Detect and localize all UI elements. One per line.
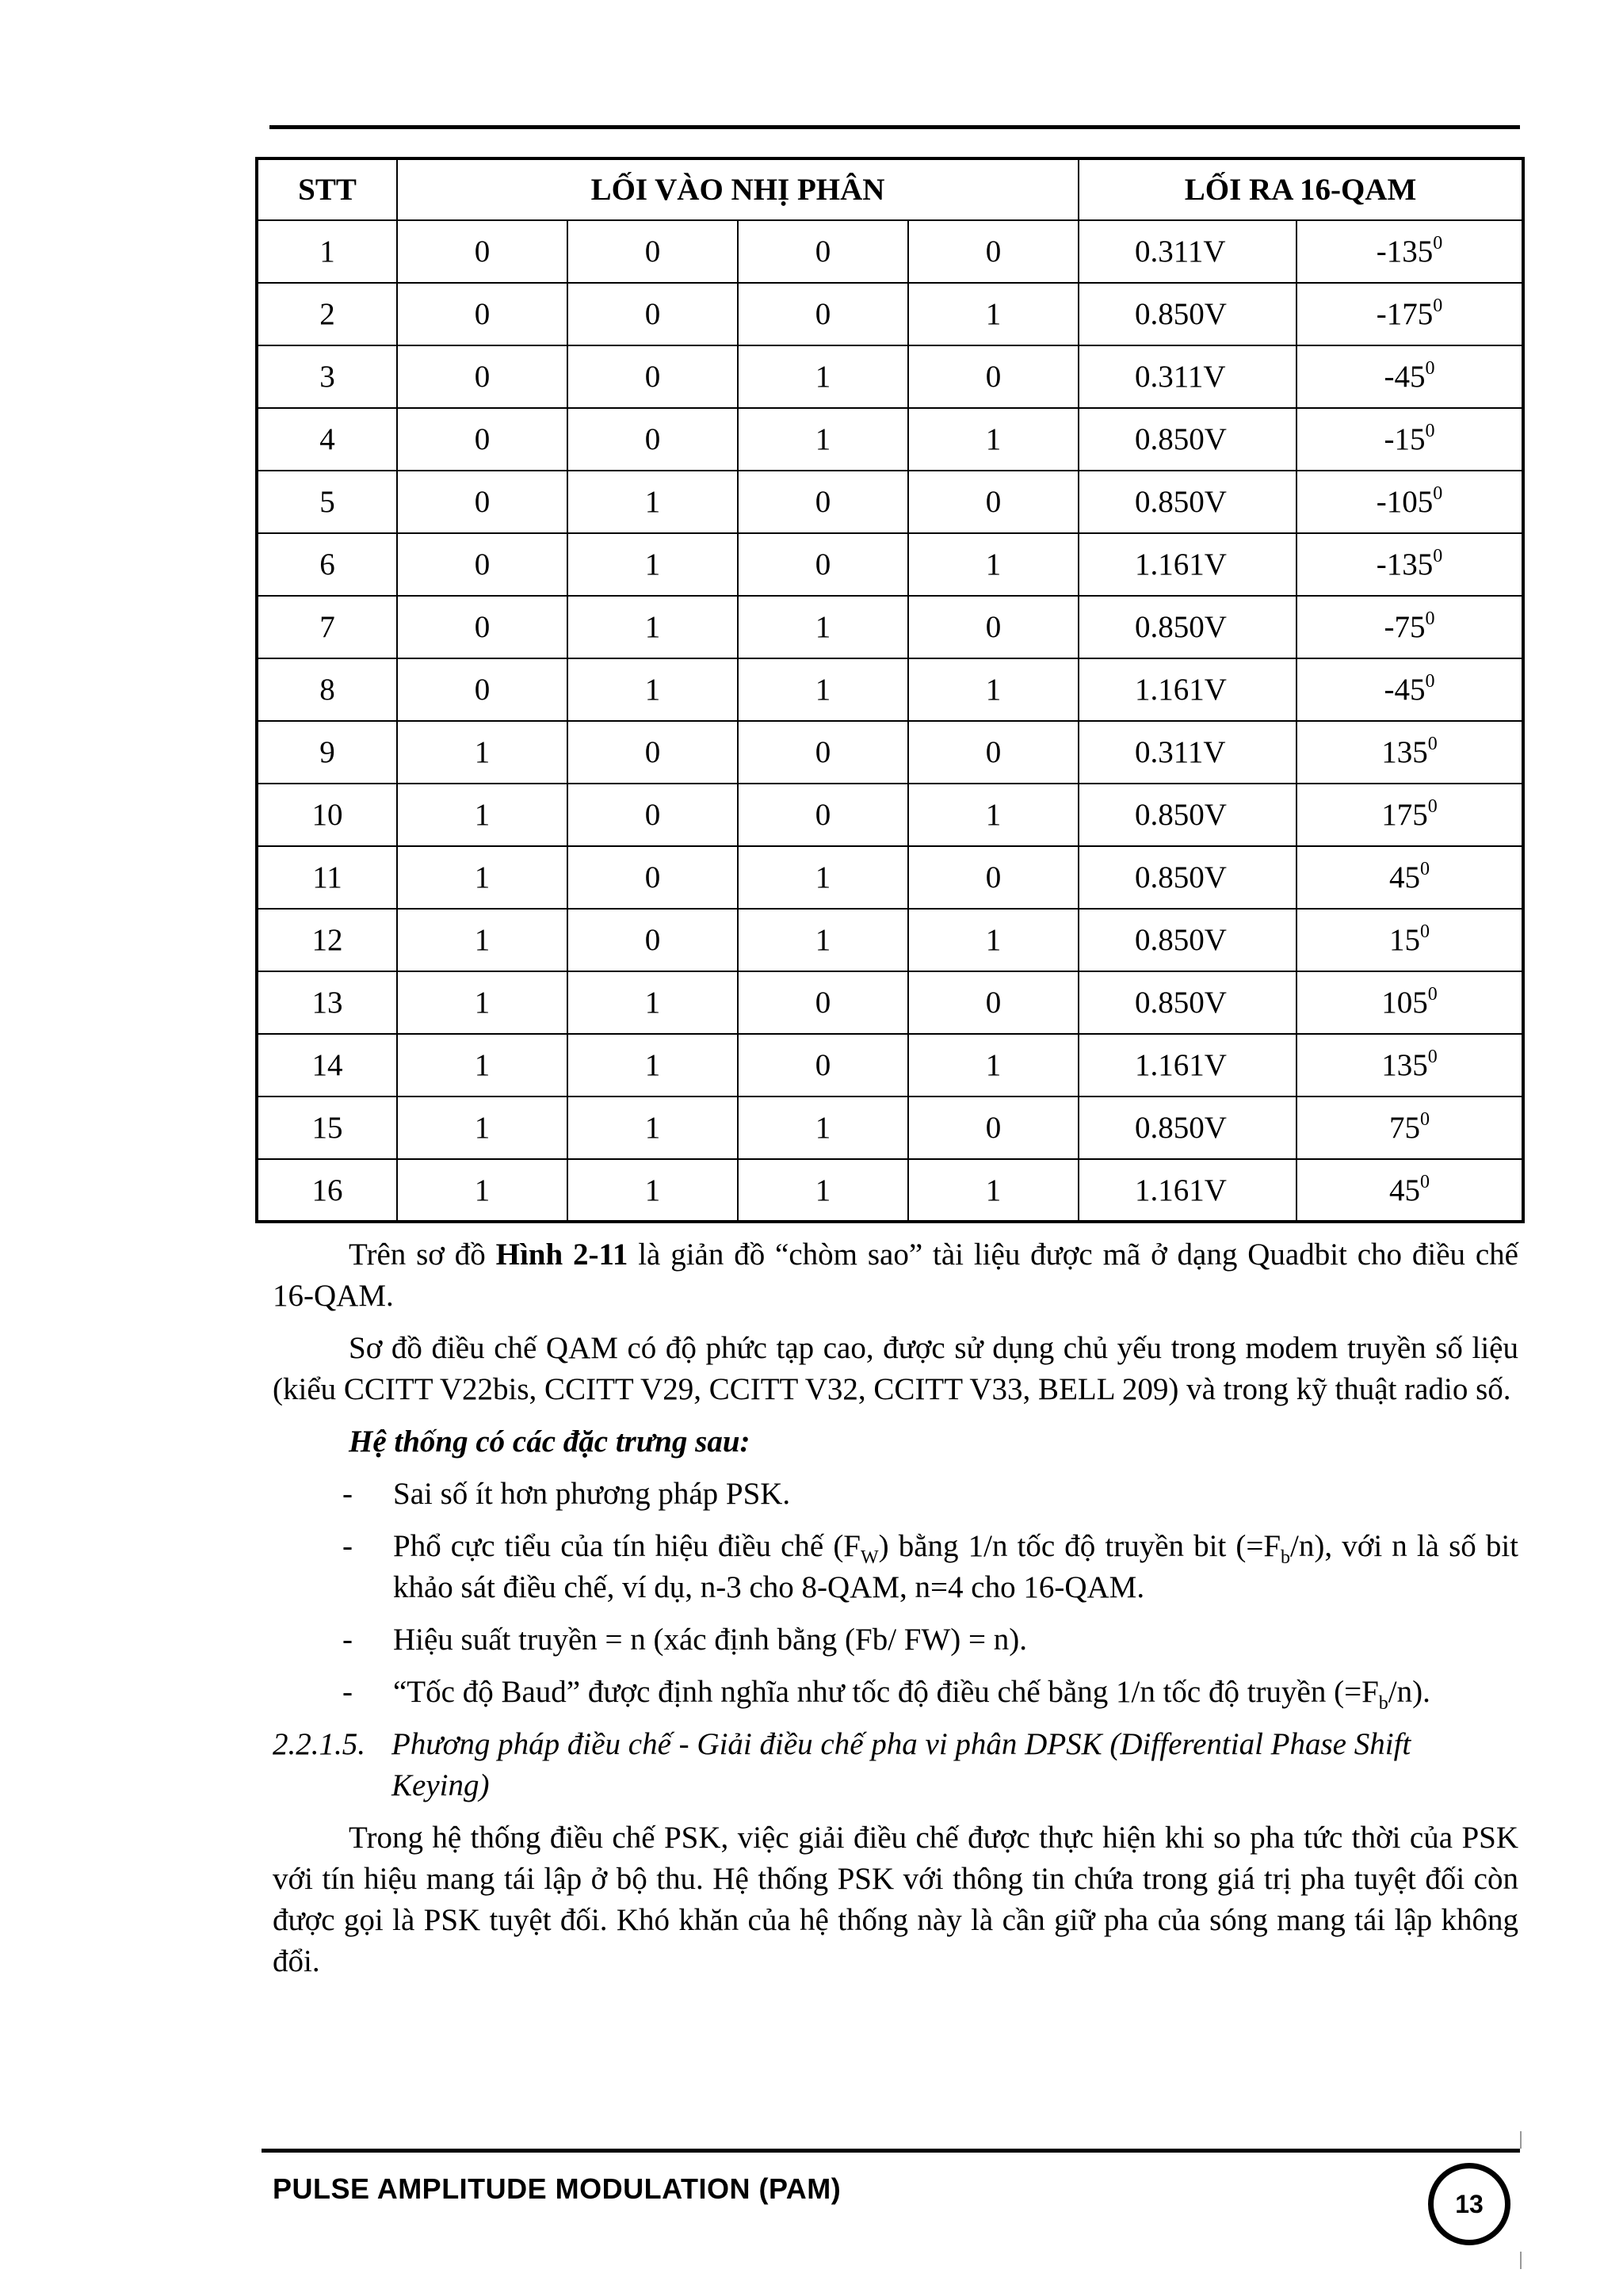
amplitude-cell: 1.161V <box>1079 658 1296 721</box>
bit-cell: 1 <box>738 345 908 408</box>
table-row <box>257 846 1523 909</box>
stt-cell: 11 <box>257 846 397 909</box>
phase-cell: $-135^0$ <box>1296 220 1523 283</box>
phase-cell: $45^0$ <box>1296 1159 1523 1222</box>
bit-cell: 0 <box>567 283 738 345</box>
bit-cell: 0 <box>908 596 1079 658</box>
list-item: - Phổ cực tiểu của tín hiệu điều chế $(F_W)$ bằng 1/n tốc độ truyền bit $(=F_b/n)$, với n là số bit khảo sát điều chế, ví dụ, n-3 cho 8-QAM, n=4 cho 16-QAM. <box>342 1529 1519 1604</box>
bit-cell: 1 <box>908 533 1079 596</box>
header-rule <box>269 125 1520 129</box>
phase-cell: $-45^0$ <box>1296 345 1523 408</box>
bit-cell: 1 <box>738 1159 908 1222</box>
bit-cell: 0 <box>908 721 1079 784</box>
bit-cell: 0 <box>738 220 908 283</box>
bit-cell: 1 <box>397 846 567 909</box>
list-item: - Hiệu suất truyền = n (xác định bằng (Fb/ FW) = n). <box>342 1623 1027 1657</box>
amplitude-cell: 0.311V <box>1079 721 1296 784</box>
amplitude-cell: 0.311V <box>1079 220 1296 283</box>
stt-cell: 15 <box>257 1097 397 1159</box>
paragraph-qam-usage: Sơ đồ điều chế QAM có độ phức tạp cao, được sử dụng chủ yếu trong modem truyền số liệu (kiểu CCITT V22bis, CCITT V29, CCITT V32, CCITT V33, BELL 209) và trong kỹ thuật radio số. <box>273 1331 1518 1406</box>
table-row <box>257 909 1523 971</box>
stt-cell: 8 <box>257 658 397 721</box>
bit-cell: 0 <box>908 345 1079 408</box>
bit-cell: 1 <box>397 1097 567 1159</box>
body-text <box>273 1234 1518 1993</box>
amplitude-cell: 0.850V <box>1079 971 1296 1034</box>
phase-cell: $-45^0$ <box>1296 658 1523 721</box>
section-title: 2.2.1.5. Phương pháp điều chế - Giải điều chế pha vi phân DPSK (Differential Phase Shift Keying) <box>273 1724 1518 1806</box>
bit-cell: 0 <box>397 408 567 471</box>
bit-cell: 1 <box>738 909 908 971</box>
table-row <box>257 220 1523 283</box>
bit-cell: 0 <box>397 283 567 345</box>
phase-cell: $-105^0$ <box>1296 471 1523 533</box>
list-item: - “Tốc độ Baud” được định nghĩa như tốc độ điều chế bằng 1/n tốc độ truyền $(=F_b/n)$. <box>342 1675 1430 1714</box>
bit-cell: 0 <box>738 971 908 1034</box>
bit-cell: 0 <box>397 471 567 533</box>
figure-ref: Hình 2-11 <box>495 1238 628 1272</box>
table-body <box>257 220 1523 1222</box>
bit-cell: 1 <box>908 784 1079 846</box>
stt-cell: 13 <box>257 971 397 1034</box>
header-binary-input: LỐI VÀO NHỊ PHÂN <box>397 158 1079 220</box>
stt-cell: 2 <box>257 283 397 345</box>
phase-cell: $-15^0$ <box>1296 408 1523 471</box>
stt-cell: 4 <box>257 408 397 471</box>
margin-tick <box>1520 2131 1522 2149</box>
bit-cell: 1 <box>397 1159 567 1222</box>
bit-cell: 0 <box>738 283 908 345</box>
amplitude-cell: 0.850V <box>1079 596 1296 658</box>
stt-cell: 7 <box>257 596 397 658</box>
phase-cell: $105^0$ <box>1296 971 1523 1034</box>
header-stt: STT <box>257 158 397 220</box>
header-qam-output: LỐI RA 16-QAM <box>1079 158 1523 220</box>
bit-cell: 1 <box>567 533 738 596</box>
bit-cell: 1 <box>908 408 1079 471</box>
amplitude-cell: 0.850V <box>1079 471 1296 533</box>
bit-cell: 0 <box>567 220 738 283</box>
stt-cell: 6 <box>257 533 397 596</box>
bit-cell: 0 <box>908 846 1079 909</box>
bit-cell: 0 <box>738 471 908 533</box>
page-number: 13 <box>1428 2163 1510 2245</box>
table-row <box>257 533 1523 596</box>
table-row <box>257 1159 1523 1222</box>
table-row <box>257 408 1523 471</box>
phase-cell: $175^0$ <box>1296 784 1523 846</box>
table-row <box>257 784 1523 846</box>
paragraph-psk: Trong hệ thống điều chế PSK, việc giải điều chế được thực hiện khi so pha tức thời của PSK với tín hiệu mang tái lập ở bộ thu. Hệ thống PSK với thông tin chứa trong giá trị pha tuyệt đối còn được gọi là PSK tuyệt đối. Khó khăn của hệ thống này là cần giữ pha của sóng mang tái lập không đổi. <box>273 1821 1518 1978</box>
bit-cell: 1 <box>567 1034 738 1097</box>
stt-cell: 12 <box>257 909 397 971</box>
bit-cell: 0 <box>908 1097 1079 1159</box>
bit-cell: 1 <box>908 909 1079 971</box>
phase-cell: $-135^0$ <box>1296 533 1523 596</box>
bit-cell: 1 <box>908 1159 1079 1222</box>
bit-cell: 1 <box>397 784 567 846</box>
table-row <box>257 596 1523 658</box>
bit-cell: 0 <box>908 471 1079 533</box>
bit-cell: 1 <box>567 1097 738 1159</box>
amplitude-cell: 1.161V <box>1079 1034 1296 1097</box>
phase-cell: $15^0$ <box>1296 909 1523 971</box>
bit-cell: 1 <box>567 658 738 721</box>
bit-cell: 1 <box>908 1034 1079 1097</box>
paragraph-constellation: Trên sơ đồ Hình 2-11 là giản đồ “chòm sao” tài liệu được mã ở dạng Quadbit cho điều chế 16-QAM. <box>273 1238 1518 1313</box>
table-row <box>257 658 1523 721</box>
features-heading: Hệ thống có các đặc trưng sau: <box>349 1425 750 1459</box>
bit-cell: 0 <box>908 220 1079 283</box>
bit-cell: 0 <box>908 971 1079 1034</box>
bit-cell: 1 <box>908 283 1079 345</box>
bit-cell: 0 <box>738 721 908 784</box>
bit-cell: 1 <box>738 1097 908 1159</box>
bit-cell: 0 <box>397 533 567 596</box>
bit-cell: 0 <box>567 721 738 784</box>
phase-cell: $75^0$ <box>1296 1097 1523 1159</box>
margin-tick <box>1520 2252 1522 2269</box>
bit-cell: 1 <box>738 846 908 909</box>
stt-cell: 5 <box>257 471 397 533</box>
amplitude-cell: 0.850V <box>1079 408 1296 471</box>
table-header-row <box>257 158 1523 220</box>
table-row <box>257 721 1523 784</box>
amplitude-cell: 1.161V <box>1079 533 1296 596</box>
bit-cell: 1 <box>567 1159 738 1222</box>
bit-cell: 0 <box>567 909 738 971</box>
amplitude-cell: 0.850V <box>1079 846 1296 909</box>
amplitude-cell: 0.311V <box>1079 345 1296 408</box>
bit-cell: 1 <box>397 971 567 1034</box>
bit-cell: 1 <box>567 596 738 658</box>
features-list <box>273 1474 1518 1713</box>
stt-cell: 9 <box>257 721 397 784</box>
table-row <box>257 1097 1523 1159</box>
bit-cell: 0 <box>738 533 908 596</box>
phase-cell: $-175^0$ <box>1296 283 1523 345</box>
bit-cell: 0 <box>567 345 738 408</box>
stt-cell: 10 <box>257 784 397 846</box>
bit-cell: 1 <box>397 721 567 784</box>
phase-cell: $135^0$ <box>1296 721 1523 784</box>
stt-cell: 3 <box>257 345 397 408</box>
bit-cell: 1 <box>397 1034 567 1097</box>
bit-cell: 0 <box>567 408 738 471</box>
amplitude-cell: 1.161V <box>1079 1159 1296 1222</box>
bit-cell: 1 <box>738 596 908 658</box>
bit-cell: 0 <box>397 220 567 283</box>
bit-cell: 1 <box>567 971 738 1034</box>
footer-rule <box>262 2149 1520 2153</box>
bit-cell: 0 <box>738 784 908 846</box>
stt-cell: 1 <box>257 220 397 283</box>
qam-table <box>255 157 1525 1223</box>
bit-cell: 1 <box>567 471 738 533</box>
bit-cell: 1 <box>908 658 1079 721</box>
bit-cell: 0 <box>738 1034 908 1097</box>
table-row <box>257 1034 1523 1097</box>
footer-title: PULSE AMPLITUDE MODULATION (PAM) <box>273 2172 842 2205</box>
phase-cell: $45^0$ <box>1296 846 1523 909</box>
bit-cell: 0 <box>397 345 567 408</box>
bit-cell: 1 <box>738 408 908 471</box>
amplitude-cell: 0.850V <box>1079 283 1296 345</box>
list-item: - Sai số ít hơn phương pháp PSK. <box>342 1477 791 1511</box>
amplitude-cell: 0.850V <box>1079 784 1296 846</box>
bit-cell: 0 <box>567 846 738 909</box>
bit-cell: 1 <box>738 658 908 721</box>
table-row <box>257 283 1523 345</box>
bit-cell: 1 <box>397 909 567 971</box>
bit-cell: 0 <box>397 596 567 658</box>
stt-cell: 14 <box>257 1034 397 1097</box>
amplitude-cell: 0.850V <box>1079 1097 1296 1159</box>
section-number: 2.2.1.5. <box>273 1727 365 1761</box>
amplitude-cell: 0.850V <box>1079 909 1296 971</box>
bit-cell: 0 <box>567 784 738 846</box>
table-row <box>257 971 1523 1034</box>
table-row <box>257 345 1523 408</box>
stt-cell: 16 <box>257 1159 397 1222</box>
bit-cell: 0 <box>397 658 567 721</box>
table-row <box>257 471 1523 533</box>
phase-cell: $-75^0$ <box>1296 596 1523 658</box>
phase-cell: $135^0$ <box>1296 1034 1523 1097</box>
